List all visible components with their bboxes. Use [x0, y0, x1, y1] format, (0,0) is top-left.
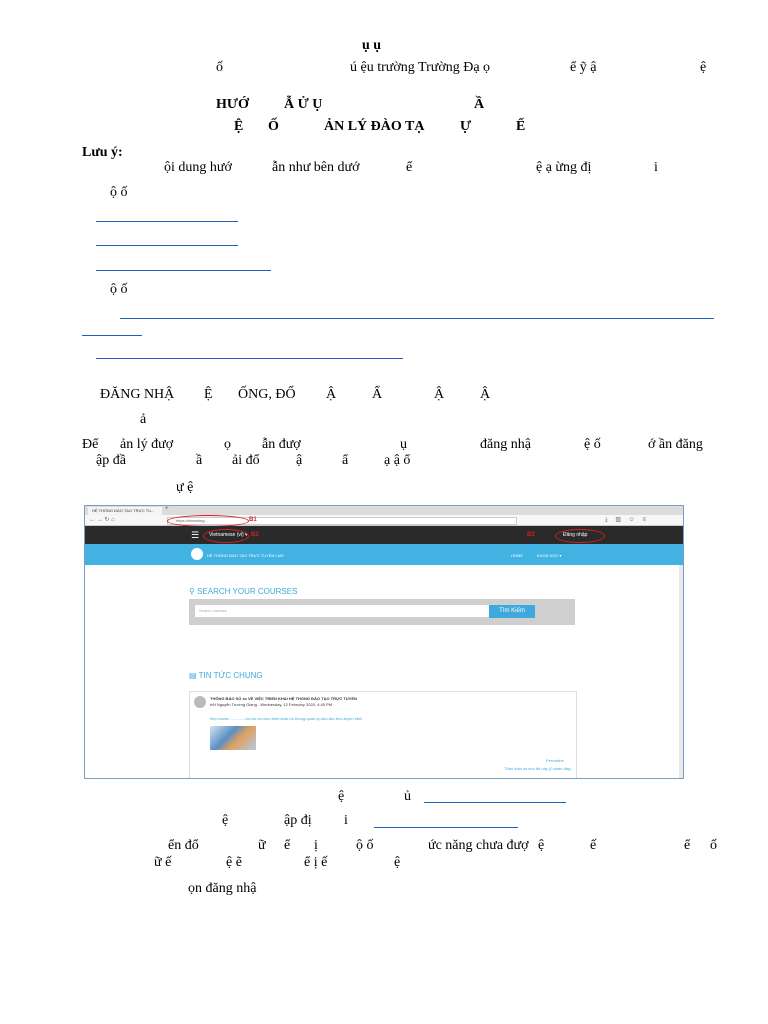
- site-content: [85, 565, 683, 778]
- news-heading-text: TIN TỨC CHUNG: [198, 671, 263, 680]
- caption3-h: ế: [590, 838, 597, 853]
- step-b3-label: B3: [527, 532, 535, 538]
- news-thumbnail: [210, 726, 256, 750]
- p1-m: ẩ: [342, 453, 349, 468]
- caption3-a: ển đổ: [168, 838, 199, 853]
- caption3-c: ể: [284, 838, 291, 853]
- site-name: HỆ THỐNG ĐÀO TẠO TRỰC TUYẾN LMS: [207, 553, 284, 558]
- p1-k: ải đổ: [232, 453, 260, 468]
- doc-line-2d: ệ: [700, 60, 707, 75]
- caption3-b: ữ: [258, 838, 266, 853]
- url-field[interactable]: https://elearning...: [167, 517, 517, 525]
- search-heading-text: SEARCH YOUR COURSES: [197, 587, 298, 596]
- title1-b: Ẫ Ử Ụ: [284, 97, 323, 112]
- section-d: Ậ: [326, 387, 337, 402]
- search-heading: [189, 587, 297, 596]
- discuss-link[interactable]: Thảo luận và cho đề này (0 phản đáp): [504, 766, 572, 771]
- site-header-band: [85, 544, 683, 565]
- title2-c: ẢN LÝ ĐÀO TẠ: [324, 119, 425, 134]
- link-underline-4[interactable]: [120, 318, 714, 319]
- doc-heading-line: ụ ụ: [362, 38, 382, 53]
- caption2-c: i: [344, 813, 348, 828]
- title1-c: Ầ: [474, 97, 485, 112]
- caption5: ọn đăng nhậ: [188, 881, 257, 896]
- news-heading: [189, 671, 263, 680]
- title2-a: Ệ: [234, 119, 244, 134]
- p1-d: ẫn đượ: [262, 437, 301, 452]
- p1-l: ậ: [296, 453, 303, 468]
- caption4-a: ữ ế: [154, 855, 172, 870]
- link-underline-5[interactable]: [82, 335, 142, 336]
- note-label: Lưu ý:: [82, 145, 123, 160]
- language-selector[interactable]: Vietnamese (vi) ▾: [209, 532, 248, 538]
- link-underline-3[interactable]: [96, 270, 271, 271]
- section-c: ỐNG, ĐỔ: [238, 387, 296, 402]
- nav-arrows-icon[interactable]: ← → ↻ ⌂: [89, 517, 115, 523]
- browser-tab-strip: [85, 506, 683, 515]
- note-1d: ệ ạ ừng đị: [536, 160, 592, 175]
- embedded-screenshot: [84, 505, 684, 779]
- doc-line-2c: ể ỹ ậ: [570, 60, 597, 75]
- link-underline-6[interactable]: [96, 358, 403, 359]
- login-highlight-ellipse: [555, 529, 605, 543]
- search-button[interactable]: Tìm Kiếm: [489, 605, 535, 618]
- p1-a: Để: [82, 437, 99, 452]
- p1-b: ản lý đượ: [120, 437, 174, 452]
- caption4-c: ể ị ế: [304, 855, 328, 870]
- caption3-i: ể: [684, 838, 691, 853]
- newspaper-icon: ▤: [189, 671, 197, 680]
- caption3-f: ức năng chưa đượ: [428, 838, 529, 853]
- search-icon: ⚲: [189, 587, 195, 596]
- caption2-link-underline[interactable]: [374, 827, 518, 828]
- caption4-d: ệ: [394, 855, 401, 870]
- p1-h: ớ ần đăng: [648, 437, 703, 452]
- new-tab-icon[interactable]: +: [165, 506, 169, 512]
- nav-home[interactable]: HOME: [511, 553, 523, 558]
- section-a: ĐĂNG NHẬ: [100, 387, 175, 402]
- search-input[interactable]: Search courses: [195, 605, 489, 617]
- hamburger-menu-icon[interactable]: ☰: [191, 530, 200, 540]
- browser-tab[interactable]: HỆ THỐNG ĐÀO TẠO TRỰC TU...: [88, 507, 162, 515]
- section-g: Ậ: [480, 387, 491, 402]
- doc-line-2b: ú ệu trường Trường Đạ ọ: [350, 60, 491, 75]
- p1-i: ập đầ: [96, 453, 126, 468]
- p1-n: ạ ậ ổ: [384, 453, 411, 468]
- caption3-e: ộ ố: [356, 838, 374, 853]
- p1-e: ụ: [400, 437, 407, 452]
- caption1-b: ủ: [404, 789, 411, 804]
- caption3-j: ố: [710, 838, 717, 853]
- caption1-a: ệ: [338, 789, 345, 804]
- language-highlight-ellipse: [203, 529, 249, 543]
- step-b2-label: B2: [251, 532, 259, 538]
- link-underline-2[interactable]: [96, 245, 238, 246]
- news-title[interactable]: THÔNG BÁO SỐ xx VỀ VIỆC TRIỂN KHAI HỆ THỐNG ĐÀO TẠO TRỰC TUYẾN: [210, 696, 357, 701]
- caption2-a: ệ: [222, 813, 229, 828]
- title2-e: Ế: [516, 119, 526, 134]
- section-e: Ẩ: [372, 387, 383, 402]
- title1-a: HƯỚ: [216, 97, 249, 112]
- doc-line-2a: ố: [216, 60, 223, 75]
- section-b: Ệ: [204, 387, 213, 402]
- note-1c: ể: [406, 160, 413, 175]
- toolbar-icons[interactable]: ⤓ ▥ ☺ ≡: [605, 517, 649, 523]
- avatar: [194, 696, 206, 708]
- note-3: ộ ố: [110, 282, 128, 297]
- note-1a: ội dung hướ: [164, 160, 232, 175]
- p1-c: ọ: [224, 437, 231, 452]
- site-logo[interactable]: [191, 548, 203, 560]
- sub-heading: ả: [140, 412, 147, 427]
- caption3-g: ệ: [538, 838, 545, 853]
- section-f: Ậ: [434, 387, 445, 402]
- p1-j: ầ: [196, 453, 203, 468]
- caption4-b: ệ ẽ: [226, 855, 242, 870]
- caption3-d: ị: [314, 838, 318, 853]
- news-card: [189, 691, 577, 779]
- p1-g: ệ ố: [584, 437, 601, 452]
- news-meta: bởi Nguyễn Trường Giang - Wednesday, 12 February 2020, 4:45 PM: [210, 702, 333, 707]
- scrollbar[interactable]: [679, 565, 683, 778]
- caption1-link-underline[interactable]: [424, 802, 566, 803]
- title2-b: Ố: [268, 119, 279, 134]
- search-area: [189, 599, 575, 625]
- step-b1-label: B1: [249, 517, 257, 523]
- login-link[interactable]: Đăng nhập: [563, 532, 588, 538]
- permalink-link[interactable]: Permalink: [546, 758, 564, 763]
- note-2: ộ ố: [110, 185, 128, 200]
- nav-courses[interactable]: KHOÁ HỌC ▾: [537, 553, 562, 558]
- p1-f: đăng nhậ: [480, 437, 531, 452]
- caption2-b: ập đị: [284, 813, 312, 828]
- news-link[interactable]: http://www.............../do-so-ve-viec-trien-khai-he-thong-quan-ly-dao-tao-truc-tuyen.html: [210, 716, 363, 721]
- step-1: ự ệ: [176, 480, 194, 495]
- title2-d: Ự: [460, 119, 472, 134]
- note-1e: i: [654, 160, 658, 175]
- link-underline-1[interactable]: [96, 221, 238, 222]
- note-1b: ẫn như bên dướ: [272, 160, 360, 175]
